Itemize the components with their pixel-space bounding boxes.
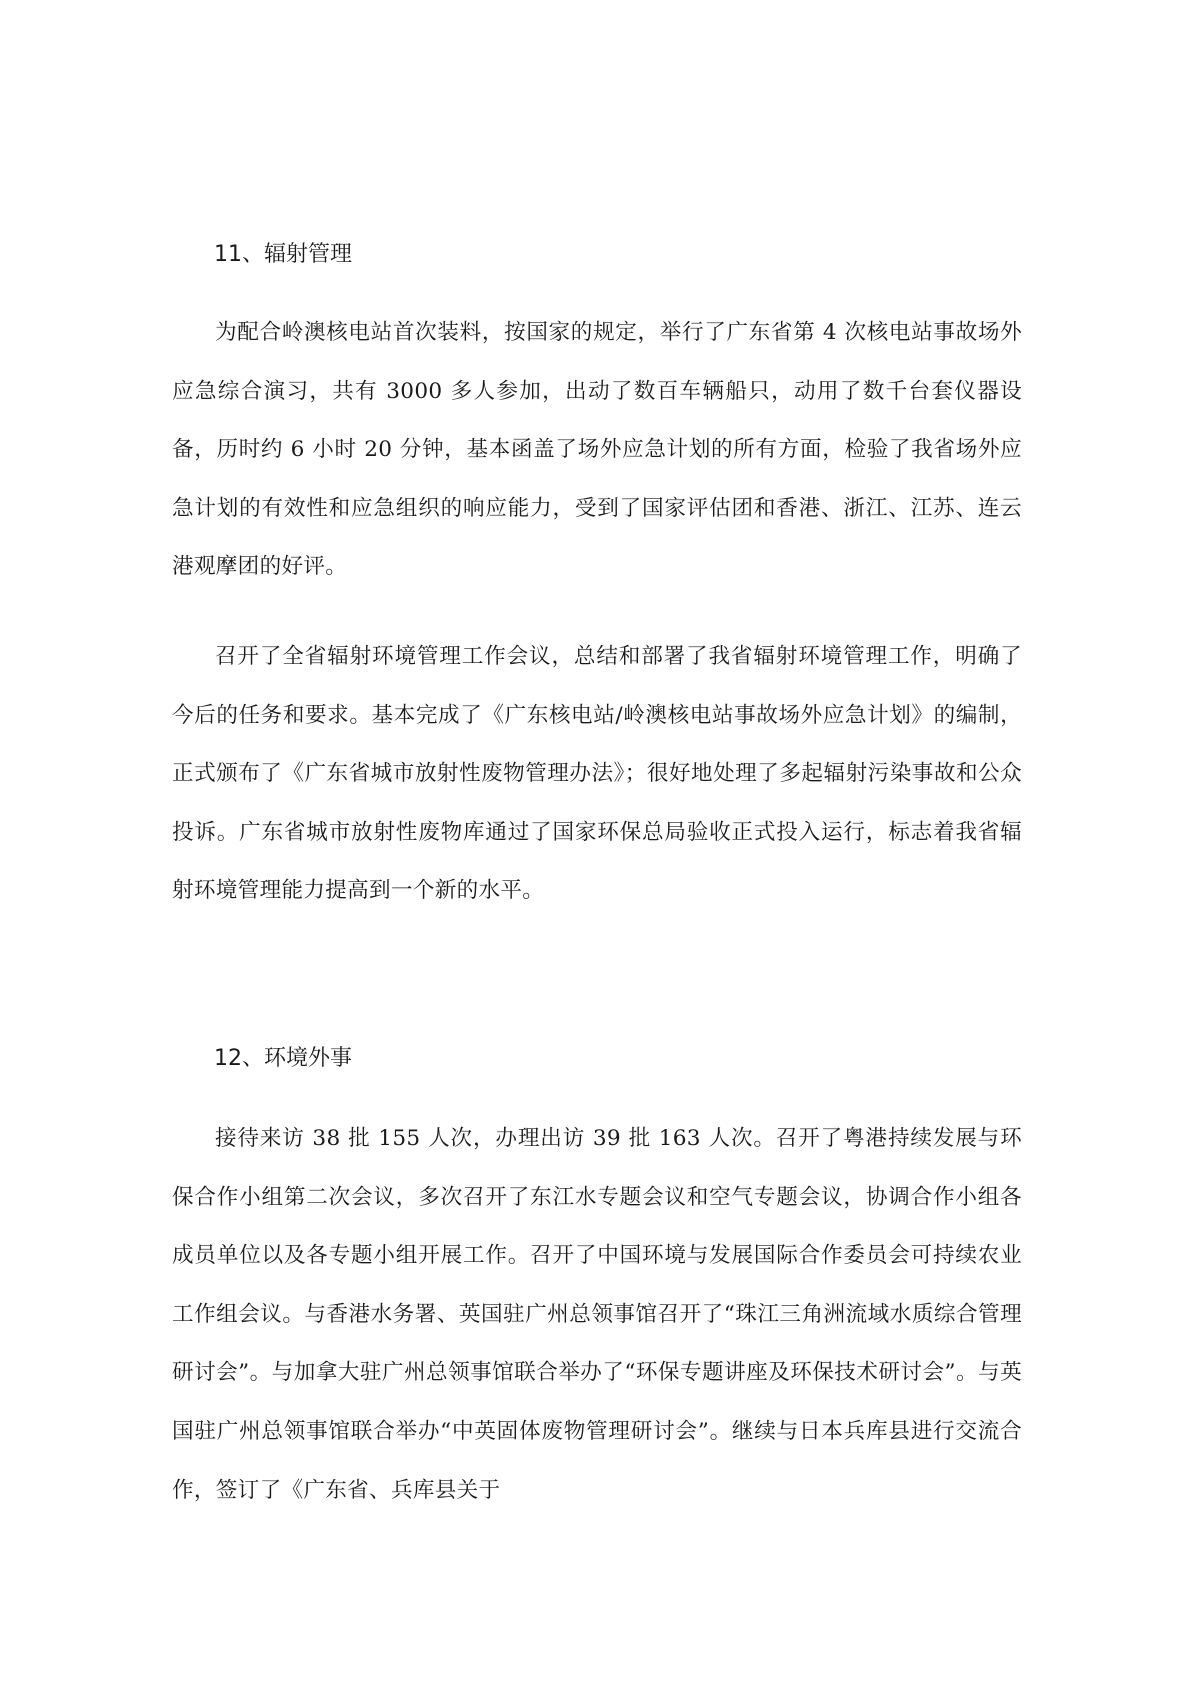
section-12-heading: 12、环境外事	[214, 1046, 352, 1071]
section-12-paragraph-1: 接待来访 38 批 155 人次，办理出访 39 批 163 人次。召开了粤港持续发展与环保合作小组第二次会议，多次召开了东江水专题会议和空气专题会议，协调合作小组各成员单位以及各专题小组开展工作。召开了中国环境与发展国际合作委员会可持续农业工作组会议。与香港水务署、英国驻广州总领事馆召开了“珠江三角洲流域水质综合管理研讨会”。与加拿大驻广州总领事馆联合举办了“环保专题讲座及环保技术研讨会”。与英国驻广州总领事馆联合举办“中英固体废物管理研讨会”。继续与日本兵库县进行交流合作，签订了《广东省、兵库县关于	[172, 1126, 1022, 1503]
section-11-paragraph-2: 召开了全省辐射环境管理工作会议，总结和部署了我省辐射环境管理工作，明确了今后的任务和要求。基本完成了《广东核电站/岭澳核电站事故场外应急计划》的编制，正式颁布了《广东省城市放射性废物管理办法》；很好地处理了多起辐射污染事故和公众投诉。广东省城市放射性废物库通过了国家环保总局验收正式投入运行，标志着我省辐射环境管理能力提高到一个新的水平。	[172, 644, 1022, 904]
section-11-heading: 11、辐射管理	[214, 242, 352, 267]
section-11-paragraph-1: 为配合岭澳核电站首次装料，按国家的规定，举行了广东省第 4 次核电站事故场外应急综合演习，共有 3000 多人参加，出动了数百车辆船只，动用了数千台套仪器设备，历时约 6 小时 20 分钟，基本函盖了场外应急计划的所有方面，检验了我省场外应急计划的有效性和应急组织的响应能力，受到了国家评估团和香港、浙江、江苏、连云港观摩团的好评。	[172, 320, 1022, 580]
